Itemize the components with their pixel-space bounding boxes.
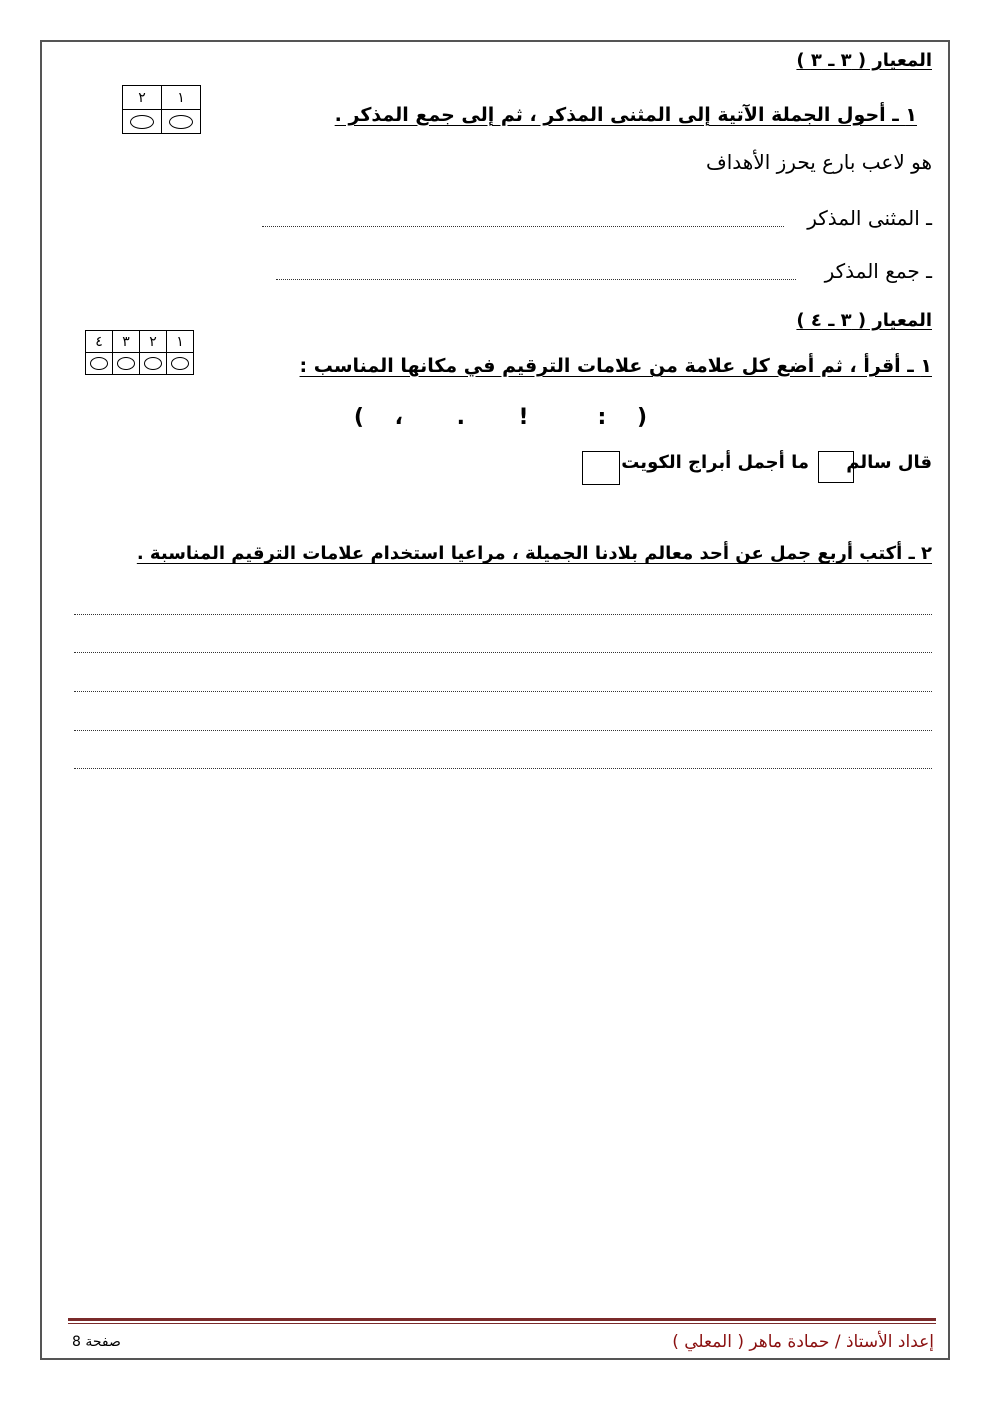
score-header: ٤: [86, 331, 113, 353]
score-table-2: [85, 330, 194, 375]
footer-divider: [68, 1318, 936, 1321]
standard-heading-2: المعيار ( ٣ ـ ٤ ): [796, 310, 932, 331]
footer-author: إعداد الأستاذ / حمادة ماهر ( المعلي ): [672, 1332, 934, 1352]
standard-heading-1: المعيار ( ٣ ـ ٣ ): [796, 50, 932, 71]
punctuation-marks: ( : ! . ، ): [353, 405, 647, 430]
plural-answer-line[interactable]: [276, 279, 796, 280]
page-number: صفحة 8: [72, 1334, 121, 1350]
sentence-part-2: ما أجمل أبراج الكويت: [621, 452, 809, 473]
score-header: ١: [162, 86, 201, 110]
footer-divider-thin: [68, 1323, 936, 1324]
bubble-icon[interactable]: [130, 115, 154, 129]
writing-line-3[interactable]: [74, 691, 932, 692]
score-header: ٣: [113, 331, 140, 353]
sentence-to-convert: هو لاعب بارع يحرز الأهداف: [705, 150, 932, 174]
question-1: ١ ـ أحول الجملة الآتية إلى المثنى المذكر ، ثم إلى جمع المذكر .: [334, 104, 917, 126]
bubble-icon[interactable]: [90, 357, 108, 370]
writing-line-4[interactable]: [74, 730, 932, 731]
bubble-icon[interactable]: [144, 357, 162, 370]
score-bubble[interactable]: [162, 110, 201, 134]
writing-line-2[interactable]: [74, 652, 932, 653]
score-bubble[interactable]: [140, 353, 167, 375]
writing-line-1[interactable]: [74, 614, 932, 615]
punctuation-box-1[interactable]: [818, 451, 854, 483]
score-bubble[interactable]: [113, 353, 140, 375]
question-2-1: ١ ـ أقرأ ، ثم أضع كل علامة من علامات الترقيم في مكانها المناسب :: [299, 355, 932, 377]
plural-label: ـ جمع المذكر: [824, 259, 932, 283]
score-header: ٢: [123, 86, 162, 110]
sentence-part-1: قال سالم: [846, 452, 932, 473]
score-header: ٢: [140, 331, 167, 353]
dual-label: ـ المثنى المذكر: [807, 206, 932, 230]
bubble-icon[interactable]: [171, 357, 189, 370]
score-bubble[interactable]: [123, 110, 162, 134]
bubble-icon[interactable]: [117, 357, 135, 370]
writing-line-5[interactable]: [74, 768, 932, 769]
bubble-icon[interactable]: [169, 115, 193, 129]
question-2-2: ٢ ـ أكتب أربع جمل عن أحد معالم بلادنا الجميلة ، مراعيا استخدام علامات الترقيم المناسبة .: [136, 543, 932, 564]
score-bubble[interactable]: [167, 353, 194, 375]
score-header: ١: [167, 331, 194, 353]
page-border: [40, 40, 950, 1360]
score-bubble[interactable]: [86, 353, 113, 375]
dual-answer-line[interactable]: [262, 226, 784, 227]
score-table-1: [122, 85, 201, 134]
punctuation-box-2[interactable]: [582, 451, 620, 485]
